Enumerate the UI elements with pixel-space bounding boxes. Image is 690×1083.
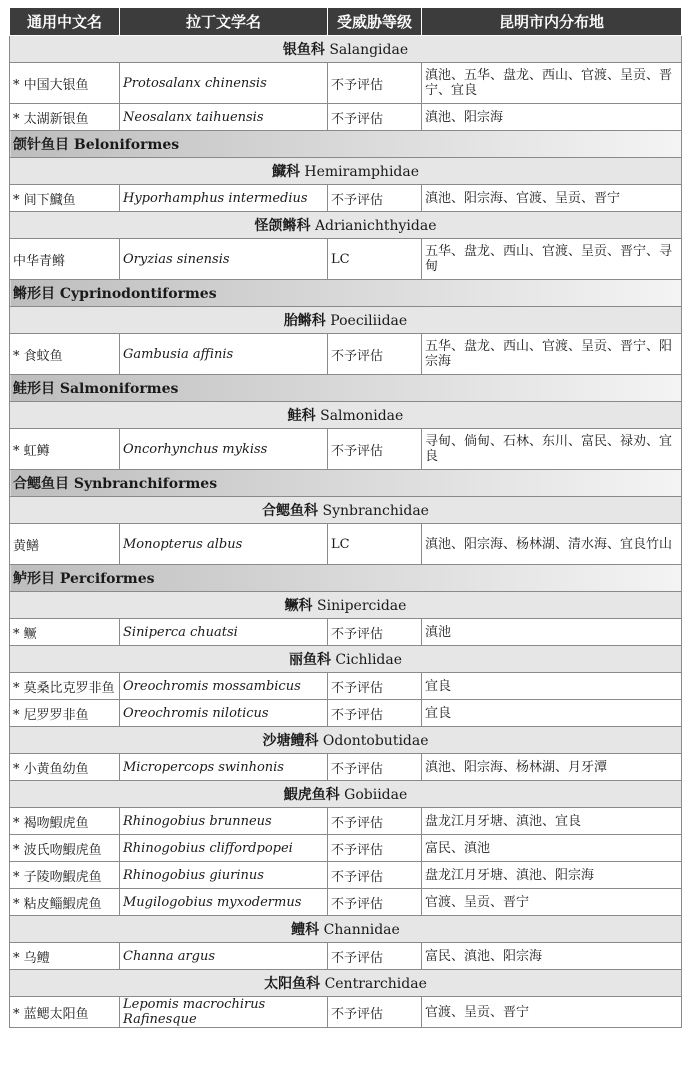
family-cell [10, 781, 682, 808]
species-distribution: 富民、滇池、阳宗海 [422, 943, 682, 970]
species-table [9, 7, 682, 1028]
order-chinese-name: 鲑形目 [13, 381, 55, 397]
species-latin-name: Rhinogobius cliffordpopei [120, 835, 328, 862]
species-common-name: * 食蚊鱼 [10, 334, 120, 375]
family-chinese-name: 鲑科 [287, 408, 316, 424]
family-latin-name: Synbranchidae [322, 503, 429, 519]
header-row [10, 8, 682, 36]
family-latin-name: Salmonidae [320, 408, 404, 424]
family-chinese-name: 鳜科 [284, 598, 313, 614]
species-threat-level: 不予评估 [328, 808, 422, 835]
order-cell [10, 565, 682, 592]
family-latin-name: Hemiramphidae [304, 164, 420, 180]
species-latin-name: Mugilogobius myxodermus [120, 889, 328, 916]
species-distribution: 官渡、呈贡、晋宁 [422, 889, 682, 916]
family-row [10, 781, 682, 808]
species-row [10, 862, 682, 889]
species-threat-level: 不予评估 [328, 997, 422, 1028]
species-row [10, 239, 682, 280]
family-latin-name: Salangidae [329, 42, 409, 58]
species-row [10, 334, 682, 375]
species-common-name: * 虹鳟 [10, 429, 120, 470]
species-row [10, 889, 682, 916]
species-common-name: * 鳜 [10, 619, 120, 646]
species-threat-level: LC [328, 524, 422, 565]
species-latin-name: Rhinogobius giurinus [120, 862, 328, 889]
species-distribution: 滇池、五华、盘龙、西山、官渡、呈贡、晋宁、宜良 [422, 63, 682, 104]
species-row [10, 754, 682, 781]
table-body [10, 36, 682, 1028]
species-threat-level: 不予评估 [328, 862, 422, 889]
order-row [10, 131, 682, 158]
family-cell [10, 727, 682, 754]
family-row [10, 402, 682, 429]
species-threat-level: 不予评估 [328, 943, 422, 970]
order-cell [10, 280, 682, 307]
family-cell [10, 592, 682, 619]
header-common-name: 通用中文名 [10, 8, 120, 36]
species-row [10, 997, 682, 1028]
family-chinese-name: 鱵科 [271, 164, 300, 180]
species-distribution: 五华、盘龙、西山、官渡、呈贡、晋宁、阳宗海 [422, 334, 682, 375]
species-row [10, 835, 682, 862]
family-chinese-name: 银鱼科 [282, 42, 325, 58]
family-chinese-name: 怪颌鳉科 [254, 218, 311, 234]
order-latin-name: Beloniformes [73, 137, 180, 153]
species-latin-name: Oncorhynchus mykiss [120, 429, 328, 470]
species-threat-level: 不予评估 [328, 835, 422, 862]
species-latin-name: Hyporhamphus intermedius [120, 185, 328, 212]
species-row [10, 429, 682, 470]
family-chinese-name: 太阳鱼科 [264, 976, 321, 992]
family-latin-name: Centrarchidae [324, 976, 427, 992]
species-common-name: * 尼罗罗非鱼 [10, 700, 120, 727]
family-row [10, 592, 682, 619]
species-common-name: * 粘皮鲻鰕虎鱼 [10, 889, 120, 916]
order-chinese-name: 鳉形目 [13, 286, 55, 302]
header-threat-level: 受威胁等级 [328, 8, 422, 36]
species-distribution: 五华、盘龙、西山、官渡、呈贡、晋宁、寻甸 [422, 239, 682, 280]
family-latin-name: Adrianichthyidae [314, 218, 437, 234]
species-common-name: 中华青鳉 [10, 239, 120, 280]
species-distribution: 宜良 [422, 673, 682, 700]
species-latin-name: Gambusia affinis [120, 334, 328, 375]
species-threat-level: 不予评估 [328, 185, 422, 212]
species-latin-name: Oryzias sinensis [120, 239, 328, 280]
species-common-name: * 波氏吻鰕虎鱼 [10, 835, 120, 862]
family-chinese-name: 胎鳉科 [283, 313, 326, 329]
species-common-name: * 太湖新银鱼 [10, 104, 120, 131]
species-distribution: 富民、滇池 [422, 835, 682, 862]
species-threat-level: 不予评估 [328, 104, 422, 131]
family-latin-name: Sinipercidae [317, 598, 407, 614]
species-distribution: 盘龙江月牙塘、滇池、阳宗海 [422, 862, 682, 889]
species-latin-name: Channa argus [120, 943, 328, 970]
species-distribution: 滇池、阳宗海、杨林湖、月牙潭 [422, 754, 682, 781]
header-latin-name: 拉丁文学名 [120, 8, 328, 36]
species-threat-level: 不予评估 [328, 334, 422, 375]
header-distribution: 昆明市内分布地 [422, 8, 682, 36]
order-chinese-name: 合鳃鱼目 [13, 476, 69, 492]
family-row [10, 727, 682, 754]
family-chinese-name: 合鳃鱼科 [262, 503, 319, 519]
family-cell [10, 212, 682, 239]
family-chinese-name: 鳢科 [291, 922, 320, 938]
species-common-name: * 乌鳢 [10, 943, 120, 970]
family-cell [10, 307, 682, 334]
family-cell [10, 158, 682, 185]
table-header [10, 8, 682, 36]
species-distribution: 滇池 [422, 619, 682, 646]
species-distribution: 盘龙江月牙塘、滇池、宜良 [422, 808, 682, 835]
species-latin-name: Rhinogobius brunneus [120, 808, 328, 835]
species-distribution: 宜良 [422, 700, 682, 727]
species-common-name: * 间下鱵鱼 [10, 185, 120, 212]
family-row [10, 307, 682, 334]
species-threat-level: 不予评估 [328, 673, 422, 700]
species-row [10, 104, 682, 131]
species-row [10, 943, 682, 970]
species-row [10, 185, 682, 212]
family-latin-name: Odontobutidae [322, 733, 429, 749]
species-threat-level: 不予评估 [328, 754, 422, 781]
family-cell [10, 646, 682, 673]
order-chinese-name: 颌针鱼目 [13, 137, 69, 153]
species-threat-level: LC [328, 239, 422, 280]
family-row [10, 497, 682, 524]
family-latin-name: Gobiidae [344, 787, 408, 803]
species-common-name: 黄鳝 [10, 524, 120, 565]
order-latin-name: Cyprinodontiformes [59, 286, 217, 302]
species-common-name: * 褐吻鰕虎鱼 [10, 808, 120, 835]
order-row [10, 280, 682, 307]
order-row [10, 470, 682, 497]
order-cell [10, 470, 682, 497]
order-chinese-name: 鲈形目 [13, 571, 55, 587]
family-cell [10, 402, 682, 429]
family-cell [10, 497, 682, 524]
family-cell [10, 36, 682, 63]
species-row [10, 673, 682, 700]
species-latin-name: Monopterus albus [120, 524, 328, 565]
species-row [10, 63, 682, 104]
species-distribution: 滇池、阳宗海 [422, 104, 682, 131]
species-latin-name: Oreochromis mossambicus [120, 673, 328, 700]
species-row [10, 524, 682, 565]
family-cell [10, 970, 682, 997]
species-latin-name: Lepomis macrochirus Rafinesque [120, 997, 328, 1028]
species-latin-name: Protosalanx chinensis [120, 63, 328, 104]
species-common-name: * 莫桑比克罗非鱼 [10, 673, 120, 700]
family-cell [10, 916, 682, 943]
species-row [10, 619, 682, 646]
order-latin-name: Perciformes [59, 571, 155, 587]
species-common-name: * 蓝鳃太阳鱼 [10, 997, 120, 1028]
species-threat-level: 不予评估 [328, 889, 422, 916]
species-common-name: * 小黄鱼幼鱼 [10, 754, 120, 781]
order-latin-name: Synbranchiformes [73, 476, 218, 492]
species-distribution: 官渡、呈贡、晋宁 [422, 997, 682, 1028]
family-chinese-name: 鰕虎鱼科 [283, 787, 340, 803]
species-latin-name: Micropercops swinhonis [120, 754, 328, 781]
species-latin-name: Siniperca chuatsi [120, 619, 328, 646]
species-distribution: 滇池、阳宗海、官渡、呈贡、晋宁 [422, 185, 682, 212]
order-cell [10, 131, 682, 158]
family-row [10, 158, 682, 185]
species-distribution: 滇池、阳宗海、杨林湖、清水海、宜良竹山 [422, 524, 682, 565]
species-common-name: * 中国大银鱼 [10, 63, 120, 104]
family-row [10, 36, 682, 63]
species-row [10, 700, 682, 727]
family-chinese-name: 丽鱼科 [288, 652, 331, 668]
family-row [10, 212, 682, 239]
family-row [10, 646, 682, 673]
species-common-name: * 子陵吻鰕虎鱼 [10, 862, 120, 889]
family-chinese-name: 沙塘鳢科 [262, 733, 319, 749]
family-latin-name: Cichlidae [335, 652, 403, 668]
species-distribution: 寻甸、倘甸、石林、东川、富民、禄劝、宜良 [422, 429, 682, 470]
species-threat-level: 不予评估 [328, 63, 422, 104]
species-latin-name: Oreochromis niloticus [120, 700, 328, 727]
order-cell [10, 375, 682, 402]
order-latin-name: Salmoniformes [59, 381, 179, 397]
species-threat-level: 不予评估 [328, 619, 422, 646]
family-latin-name: Poeciliidae [330, 313, 408, 329]
order-row [10, 375, 682, 402]
family-row [10, 916, 682, 943]
species-threat-level: 不予评估 [328, 700, 422, 727]
order-row [10, 565, 682, 592]
species-row [10, 808, 682, 835]
family-latin-name: Channidae [323, 922, 400, 938]
species-threat-level: 不予评估 [328, 429, 422, 470]
family-row [10, 970, 682, 997]
species-latin-name: Neosalanx taihuensis [120, 104, 328, 131]
